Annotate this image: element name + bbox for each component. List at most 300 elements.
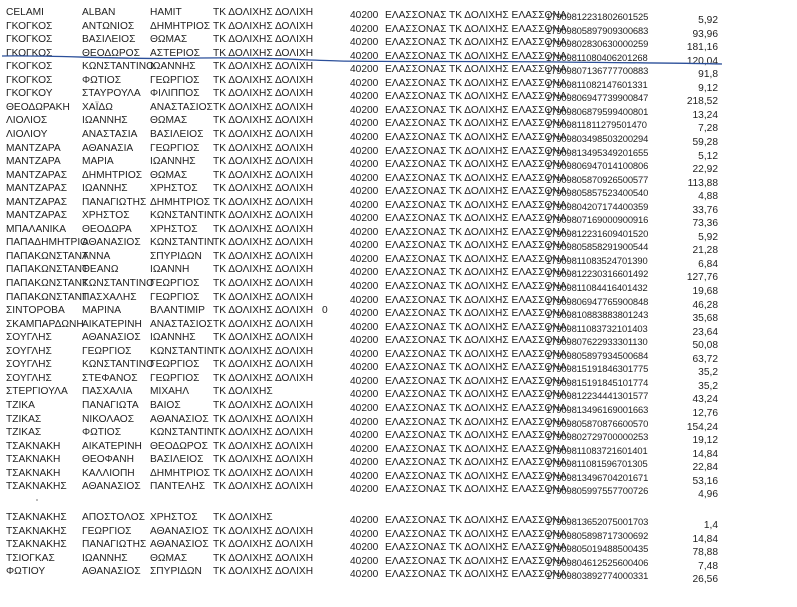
surname-cell: ΤΣΙΟΓΚΑΣ: [6, 552, 55, 564]
area-cell: ΕΛΑΣΣΟΝΑΣ ΤΚ ΔΟΛΙΧΗΣ ΕΛΑΣΣΟΝΑ:: [385, 91, 570, 103]
first-name-cell: ΧΑΪΔΩ: [82, 101, 113, 113]
area-cell: ΕΛΑΣΣΟΝΑΣ ΤΚ ΔΟΛΙΧΗΣ ΕΛΑΣΣΟΝΑ:: [385, 542, 570, 554]
surname-cell: ΦΩΤΙΟΥ: [6, 566, 46, 578]
amount-cell: 33,76: [692, 204, 718, 216]
record-id-cell: 17909805898717300692: [546, 529, 649, 541]
father-name-cell: ΘΩΜΑΣ: [150, 552, 188, 564]
area-cell: ΕΛΑΣΣΟΝΑΣ ΤΚ ΔΟΛΙΧΗΣ ΕΛΑΣΣΟΝΑ:: [385, 528, 570, 540]
postcode-cell: 40200: [350, 213, 379, 225]
father-name-cell: ΓΕΩΡΓΙΟΣ: [150, 278, 200, 289]
postcode-cell: 40200: [350, 186, 379, 198]
surname-cell: ΜΑΝΤΖΑΡΑΣ: [6, 196, 68, 208]
postcode-cell: 40200: [350, 542, 379, 554]
amount-cell: 35,2: [698, 380, 718, 392]
locality-cell: ΤΚ ΔΟΛΙΧΗΣ ΔΟΛΙΧΗ: [213, 88, 314, 100]
record-id-cell: 17909813496704201671: [546, 471, 649, 483]
surname-cell: ΤΖΙΚΑ: [6, 399, 35, 411]
amount-cell: 5,12: [698, 150, 718, 162]
amount-cell: 78,88: [692, 547, 718, 559]
father-name-cell: ΒΑΣΙΛΕΙΟΣ: [150, 454, 204, 466]
amount-cell: 154,24: [686, 421, 718, 433]
amount-cell: 73,36: [692, 218, 718, 230]
surname-cell: ΘΕΟΔΩΡΑΚΗ: [6, 101, 70, 113]
amount-cell: 26,56: [692, 574, 718, 586]
amount-cell: 7,48: [698, 560, 718, 572]
surname-cell: ΠΑΠΑΔΗΜΗΤΡΙΟ: [6, 237, 89, 249]
first-name-cell: ΣΤΑΥΡΟΥΛΑ: [82, 88, 141, 100]
father-name-cell: ΧΡΗΣΤΟΣ: [150, 512, 198, 523]
surname-cell: ΓΚΟΓΚΟΣ: [6, 74, 53, 86]
first-name-cell: ΠΑΝΑΓΙΩΤΑ: [82, 399, 139, 411]
surname-cell: ΓΚΟΓΚΟΥ: [6, 88, 53, 100]
postcode-cell: 40200: [350, 172, 379, 184]
first-name-cell: ΑΝΝΑ: [82, 250, 111, 262]
first-name-cell: ΓΕΩΡΓΙΟΣ: [82, 345, 132, 357]
postcode-cell: 40200: [350, 402, 379, 414]
postcode-cell: 40200: [350, 515, 379, 526]
father-name-cell: HAMIT: [150, 7, 182, 18]
father-name-cell: ΧΡΗΣΤΟΣ: [150, 183, 198, 195]
first-name-cell: ΙΩΑΝΝΗΣ: [82, 115, 128, 127]
first-name-cell: ΠΑΣΧΑΛΙΑ: [82, 386, 133, 398]
locality-cell: ΤΚ ΔΟΛΙΧΗΣ ΔΟΛΙΧΗ: [213, 454, 314, 466]
surname-cell: ΠΑΠΑΚΩΝΣΤΑΝΤ: [6, 278, 89, 289]
postcode-cell: 40200: [350, 470, 379, 482]
surname-cell: ΜΑΝΤΖΑΡΑ: [6, 142, 61, 154]
amount-cell: 23,64: [692, 326, 718, 338]
locality-cell: ΤΚ ΔΟΛΙΧΗΣ ΔΟΛΙΧΗ: [213, 7, 314, 18]
record-id-cell: 17909811084416401432: [546, 282, 648, 293]
locality-cell: ΤΚ ΔΟΛΙΧΗΣ: [213, 512, 273, 523]
postcode-cell: 40200: [350, 10, 379, 21]
father-name-cell: ΙΩΑΝΝΗΣ: [150, 156, 196, 168]
area-cell: ΕΛΑΣΣΟΝΑΣ ΤΚ ΔΟΛΙΧΗΣ ΕΛΑΣΣΟΝΑ:: [385, 23, 570, 35]
record-id-cell: 17909805857523400540: [546, 187, 649, 199]
postcode-cell: 40200: [350, 569, 379, 581]
area-cell: ΕΛΑΣΣΟΝΑΣ ΤΚ ΔΟΛΙΧΗΣ ΕΛΑΣΣΟΝΑ:: [385, 213, 570, 225]
surname-cell: ΓΚΟΓΚΟΣ: [6, 20, 53, 32]
area-cell: ΕΛΑΣΣΟΝΑΣ ΤΚ ΔΟΛΙΧΗΣ ΕΛΑΣΣΟΝΑ:: [385, 416, 570, 428]
amount-cell: 19,68: [692, 286, 718, 297]
first-name-cell: ΑΘΑΝΑΣΙΑ: [82, 142, 134, 154]
postcode-cell: 40200: [350, 199, 379, 211]
record-id-cell: 17909804612525600406: [546, 556, 649, 568]
father-name-cell: ΜΙΧΑΗΛ: [150, 386, 190, 398]
amount-cell: 35,2: [698, 367, 718, 379]
postcode-cell: 40200: [350, 321, 379, 333]
record-id-cell: 17909811811279501470: [546, 119, 647, 131]
father-name-cell: ΒΑΙΟΣ: [150, 399, 181, 411]
postcode-cell: 40200: [350, 37, 379, 49]
locality-cell: ΤΚ ΔΟΛΙΧΗΣ ΔΟΛΙΧΗ: [213, 372, 314, 384]
postcode-cell: 40200: [350, 91, 379, 103]
father-name-cell: ΚΩΝΣΤΑΝΤΙΝ: [150, 237, 215, 249]
record-id-cell: 17909815191846301775: [546, 363, 649, 375]
postcode-cell: 40200: [350, 389, 379, 401]
amount-cell: 4,96: [698, 489, 718, 501]
locality-cell: ΤΚ ΔΟΛΙΧΗΣ ΔΟΛΙΧΗ: [213, 20, 314, 32]
amount-cell: 50,08: [692, 340, 718, 352]
record-id-cell: 17909811080406201268: [546, 51, 648, 63]
record-id-cell: 17909807169000900916: [546, 214, 649, 226]
record-id-cell: 17909812234441301577: [546, 390, 649, 402]
amount-cell: 14,84: [692, 448, 718, 460]
postcode-cell: 40200: [350, 484, 379, 496]
area-cell: ΕΛΑΣΣΟΝΑΣ ΤΚ ΔΟΛΙΧΗΣ ΕΛΑΣΣΟΝΑ:: [385, 569, 570, 581]
record-id-cell: 17909813495349201655: [546, 146, 649, 158]
postcode-cell: 40200: [350, 443, 379, 455]
locality-cell: ΤΚ ΔΟΛΙΧΗΣ ΔΟΛΙΧΗ: [213, 305, 314, 317]
father-name-cell: ΑΘΑΝΑΣΙΟΣ: [150, 539, 209, 551]
amount-cell: 53,16: [692, 475, 718, 487]
locality-cell: ΤΚ ΔΟΛΙΧΗΣ ΔΟΛΙΧΗ: [213, 128, 314, 140]
area-cell: ΕΛΑΣΣΟΝΑΣ ΤΚ ΔΟΛΙΧΗΣ ΕΛΑΣΣΟΝΑ:: [385, 253, 570, 265]
record-id-cell: 17909812231802601525: [546, 11, 649, 22]
area-cell: ΕΛΑΣΣΟΝΑΣ ΤΚ ΔΟΛΙΧΗΣ ΕΛΑΣΣΟΝΑ:: [385, 389, 570, 401]
area-cell: ΕΛΑΣΣΟΝΑΣ ΤΚ ΔΟΛΙΧΗΣ ΕΛΑΣΣΟΝΑ:: [385, 159, 570, 171]
amount-cell: 9,12: [698, 82, 718, 94]
first-name-cell: ΠΑΣΧΑΛΗΣ: [82, 291, 137, 303]
father-name-cell: ΦΙΛΙΠΠΟΣ: [150, 88, 200, 100]
first-name-cell: ΑΘΑΝΑΣΙΟΣ: [82, 481, 141, 493]
first-name-cell: ΑΙΚΑΤΕΡΙΝΗ: [82, 318, 142, 330]
amount-cell: 7,28: [698, 123, 718, 135]
first-name-cell: ΦΩΤΙΟΣ: [82, 74, 122, 86]
area-cell: ΕΛΑΣΣΟΝΑΣ ΤΚ ΔΟΛΙΧΗΣ ΕΛΑΣΣΟΝΑ:: [385, 348, 570, 360]
first-name-cell: ΜΑΡΙΑ: [82, 156, 114, 168]
record-id-cell: 17909804207174400359: [546, 200, 649, 212]
area-cell: ΕΛΑΣΣΟΝΑΣ ΤΚ ΔΟΛΙΧΗΣ ΕΛΑΣΣΟΝΑ:: [385, 335, 570, 347]
postcode-cell: 40200: [350, 348, 379, 360]
postcode-cell: 40200: [350, 555, 379, 567]
first-name-cell: ΘΕΟΦΑΝΗ: [82, 454, 134, 466]
surname-cell: ΣΟΥΓΛΗΣ: [6, 332, 52, 344]
scan-speck: [36, 499, 38, 501]
first-name-cell: ΚΩΝΣΤΑΝΤΙΝΟ: [82, 359, 155, 371]
father-name-cell: ΒΑΣΙΛΕΙΟΣ: [150, 128, 204, 140]
record-id-cell: 17909807622933301130: [546, 336, 648, 348]
amount-cell: 22,92: [692, 164, 718, 176]
record-id-cell: 17909805870876600570: [546, 417, 649, 429]
area-cell: ΕΛΑΣΣΟΝΑΣ ΤΚ ΔΟΛΙΧΗΣ ΕΛΑΣΣΟΝΑ:: [385, 402, 570, 414]
area-cell: ΕΛΑΣΣΟΝΑΣ ΤΚ ΔΟΛΙΧΗΣ ΕΛΑΣΣΟΝΑ:: [385, 77, 570, 89]
record-id-cell: 17909807136777700883: [546, 65, 649, 77]
surname-cell: ΣΚΑΜΠΑΡΔΩΝΗ: [6, 318, 84, 330]
area-cell: ΕΛΑΣΣΟΝΑΣ ΤΚ ΔΟΛΙΧΗΣ ΕΛΑΣΣΟΝΑ:: [385, 457, 570, 469]
surname-cell: ΤΣΑΚΝΑΚΗΣ: [6, 512, 67, 523]
amount-cell: 21,28: [692, 245, 718, 257]
locality-cell: ΤΚ ΔΟΛΙΧΗΣ ΔΟΛΙΧΗ: [213, 196, 314, 208]
area-cell: ΕΛΑΣΣΟΝΑΣ ΤΚ ΔΟΛΙΧΗΣ ΕΛΑΣΣΟΝΑ:: [385, 131, 570, 143]
first-name-cell: ΦΩΤΙΟΣ: [82, 427, 122, 439]
amount-cell: 218,52: [686, 96, 718, 108]
record-id-cell: 17909805897934500684: [546, 349, 649, 361]
first-name-cell: ΧΡΗΣΤΟΣ: [82, 210, 130, 222]
area-cell: ΕΛΑΣΣΟΝΑΣ ΤΚ ΔΟΛΙΧΗΣ ΕΛΑΣΣΟΝΑ:: [385, 118, 570, 130]
record-id-cell: 17909806947014100806: [546, 160, 649, 172]
father-name-cell: ΚΩΝΣΤΑΝΤΙΝ: [150, 210, 215, 222]
postcode-cell: 40200: [350, 528, 379, 540]
area-cell: ΕΛΑΣΣΟΝΑΣ ΤΚ ΔΟΛΙΧΗΣ ΕΛΑΣΣΟΝΑ:: [385, 555, 570, 567]
father-name-cell: ΔΗΜΗΤΡΙΟΣ: [150, 196, 211, 208]
record-id-cell: 17909806879599400801: [546, 105, 649, 117]
postcode-cell: 40200: [350, 104, 379, 116]
surname-cell: ΜΑΝΤΖΑΡΑΣ: [6, 183, 68, 195]
postcode-cell: 40200: [350, 64, 379, 76]
first-name-cell: ΙΩΑΝΝΗΣ: [82, 183, 128, 195]
locality-cell: ΤΚ ΔΟΛΙΧΗΣ ΔΟΛΙΧΗ: [213, 481, 314, 493]
surname-cell: ΤΣΑΚΝΑΚΗ: [6, 467, 61, 479]
locality-cell: ΤΚ ΔΟΛΙΧΗΣ ΔΟΛΙΧΗ: [213, 539, 314, 551]
surname-cell: ΜΠΑΛΑΝΙΚΑ: [6, 223, 67, 235]
record-id-cell: 17909811081596701305: [546, 458, 648, 470]
amount-cell: 59,28: [692, 136, 718, 148]
surname-cell: ΣΟΥΓΛΗΣ: [6, 345, 52, 357]
father-name-cell: ΘΕΟΔΩΡΟΣ: [150, 440, 208, 452]
father-name-cell: ΚΩΝΣΤΑΝΤΙΝ: [150, 427, 215, 439]
postcode-cell: 40200: [350, 375, 379, 387]
locality-cell: ΤΚ ΔΟΛΙΧΗΣ ΔΟΛΙΧΗ: [213, 61, 314, 73]
locality-cell: ΤΚ ΔΟΛΙΧΗΣ ΔΟΛΙΧΗ: [213, 101, 314, 113]
amount-cell: 91,8: [698, 69, 718, 81]
surname-cell: ΣΟΥΓΛΗΣ: [6, 372, 52, 384]
father-name-cell: ΘΩΜΑΣ: [150, 169, 188, 181]
area-cell: ΕΛΑΣΣΟΝΑΣ ΤΚ ΔΟΛΙΧΗΣ ΕΛΑΣΣΟΝΑ:: [385, 267, 570, 279]
amount-cell: 22,84: [692, 462, 718, 474]
postcode-cell: 40200: [350, 118, 379, 130]
postcode-cell: 40200: [350, 281, 379, 292]
father-name-cell: ΑΝΑΣΤΑΣΙΟΣ: [150, 318, 213, 330]
locality-cell: ΤΚ ΔΟΛΙΧΗΣ ΔΟΛΙΧΗ: [213, 552, 314, 564]
amount-cell: 5,92: [698, 231, 718, 243]
area-cell: ΕΛΑΣΣΟΝΑΣ ΤΚ ΔΟΛΙΧΗΣ ΕΛΑΣΣΟΝΑ:: [385, 199, 570, 211]
area-cell: ΕΛΑΣΣΟΝΑΣ ΤΚ ΔΟΛΙΧΗΣ ΕΛΑΣΣΟΝΑ:: [385, 321, 570, 333]
amount-cell: 13,24: [692, 109, 718, 121]
locality-cell: ΤΚ ΔΟΛΙΧΗΣ ΔΟΛΙΧΗ: [213, 399, 314, 411]
record-id-cell: 17909811083524701390: [546, 254, 648, 266]
locality-cell: ΤΚ ΔΟΛΙΧΗΣ ΔΟΛΙΧΗ: [213, 440, 314, 452]
postcode-cell: 40200: [350, 50, 379, 62]
first-name-cell: ΑΠΟΣΤΟΛΟΣ: [82, 512, 145, 523]
amount-cell: 93,96: [692, 28, 718, 40]
area-cell: ΕΛΑΣΣΟΝΑΣ ΤΚ ΔΟΛΙΧΗΣ ΕΛΑΣΣΟΝΑ:: [385, 375, 570, 387]
father-name-cell: ΓΕΩΡΓΙΟΣ: [150, 74, 200, 86]
first-name-cell: ΓΕΩΡΓΙΟΣ: [82, 525, 132, 537]
father-name-cell: ΑΘΑΝΑΣΙΟΣ: [150, 413, 209, 425]
record-id-cell: 17909803892774000331: [546, 570, 649, 582]
postcode-cell: 40200: [350, 253, 379, 265]
surname-cell: ΣΟΥΓΛΗΣ: [6, 359, 52, 371]
first-name-cell: ΘΕΟΔΩΡΟΣ: [82, 47, 140, 59]
first-name-cell: ΘΕΟΔΩΡΑ: [82, 223, 132, 235]
father-name-cell: ΑΘΑΝΑΣΙΟΣ: [150, 525, 209, 537]
postcode-cell: 40200: [350, 362, 379, 374]
surname-cell: ΤΣΑΚΝΑΚΗ: [6, 440, 61, 452]
area-cell: ΕΛΑΣΣΟΝΑΣ ΤΚ ΔΟΛΙΧΗΣ ΕΛΑΣΣΟΝΑ:: [385, 515, 570, 526]
first-name-cell: ΑΝΑΣΤΑΣΙΑ: [82, 128, 138, 140]
record-id-cell: 17909805897909300683: [546, 24, 649, 36]
surname-cell: ΜΑΝΤΖΑΡΑΣ: [6, 169, 68, 181]
surname-cell: ΜΑΝΤΖΑΡΑ: [6, 156, 61, 168]
postcode-cell: 40200: [350, 294, 379, 306]
surname-cell: ΠΑΠΑΚΩΝΣΤΑΝΤ: [6, 250, 89, 262]
surname-cell: CELAMI: [6, 7, 44, 18]
record-id-cell: 17909805997557700726: [546, 485, 649, 497]
father-name-cell: ΠΑΝΤΕΛΗΣ: [150, 481, 205, 493]
locality-cell: ΤΚ ΔΟΛΙΧΗΣ ΔΟΛΙΧΗ: [213, 291, 314, 303]
father-name-cell: ΣΠΥΡΙΔΩΝ: [150, 250, 202, 262]
first-name-cell: ΚΑΛΛΙΟΠΗ: [82, 467, 135, 479]
first-name-cell: ΑΙΚΑΤΕΡΙΝΗ: [82, 440, 142, 452]
locality-cell: ΤΚ ΔΟΛΙΧΗΣ ΔΟΛΙΧΗ: [213, 566, 314, 578]
locality-cell: ΤΚ ΔΟΛΙΧΗΣ ΔΟΛΙΧΗ: [213, 413, 314, 425]
surname-cell: ΛΙΟΛΙΟΣ: [6, 115, 48, 127]
record-id-cell: 17909802830630000259: [546, 38, 649, 50]
locality-cell: ΤΚ ΔΟΛΙΧΗΣ ΔΟΛΙΧΗ: [213, 115, 314, 127]
amount-cell: 46,28: [692, 299, 718, 311]
area-cell: ΕΛΑΣΣΟΝΑΣ ΤΚ ΔΟΛΙΧΗΣ ΕΛΑΣΣΟΝΑ:: [385, 186, 570, 198]
amount-cell: 4,88: [698, 191, 718, 203]
area-cell: ΕΛΑΣΣΟΝΑΣ ΤΚ ΔΟΛΙΧΗΣ ΕΛΑΣΣΟΝΑ:: [385, 226, 570, 238]
surname-cell: ΛΙΟΛΙΟΥ: [6, 128, 48, 140]
first-name-cell: ΠΑΝΑΓΙΩΤΗΣ: [82, 539, 147, 551]
locality-cell: ΤΚ ΔΟΛΙΧΗΣ ΔΟΛΙΧΗ: [213, 169, 314, 181]
first-name-cell: ΚΩΝΣΤΑΝΤΙΝΟ: [82, 61, 155, 73]
amount-cell: 120,04: [686, 55, 718, 67]
locality-cell: ΤΚ ΔΟΛΙΧΗΣ ΔΟΛΙΧΗ: [213, 250, 314, 262]
father-name-cell: ΓΕΩΡΓΙΟΣ: [150, 142, 200, 154]
area-cell: ΕΛΑΣΣΟΝΑΣ ΤΚ ΔΟΛΙΧΗΣ ΕΛΑΣΣΟΝΑ:: [385, 430, 570, 442]
locality-cell: ΤΚ ΔΟΛΙΧΗΣ ΔΟΛΙΧΗ: [213, 359, 314, 371]
area-cell: ΕΛΑΣΣΟΝΑΣ ΤΚ ΔΟΛΙΧΗΣ ΕΛΑΣΣΟΝΑ:: [385, 443, 570, 455]
amount-cell: 14,84: [692, 533, 718, 545]
postcode-cell: 40200: [350, 131, 379, 143]
locality-cell: ΤΚ ΔΟΛΙΧΗΣ ΔΟΛΙΧΗ: [213, 183, 314, 195]
first-name-cell: ΠΑΝΑΓΙΩΤΗΣ: [82, 196, 147, 208]
father-name-cell: ΒΛΑΝΤΙΜΙΡ: [150, 305, 205, 317]
table-row: [0, 480, 797, 501]
amount-cell: 43,24: [692, 394, 718, 406]
first-name-cell: ΑΘΑΝΑΣΙΟΣ: [82, 332, 141, 344]
surname-cell: ΤΣΑΚΝΑΚΗΣ: [6, 539, 67, 551]
surname-cell: ΤΖΙΚΑΣ: [6, 427, 42, 439]
postcode-cell: 40200: [350, 23, 379, 35]
record-id-cell: 17909811083721601401: [546, 444, 648, 456]
father-name-cell: ΓΕΩΡΓΙΟΣ: [150, 372, 200, 384]
father-name-cell: ΚΩΝΣΤΑΝΤΙΝ: [150, 345, 215, 357]
father-name-cell: ΙΩΑΝΝΗΣ: [150, 61, 196, 73]
surname-cell: ΓΚΟΓΚΟΣ: [6, 34, 53, 46]
first-name-cell: ALBAN: [82, 7, 116, 18]
record-id-cell: 17909806947765900848: [546, 295, 649, 307]
postcode-cell: 40200: [350, 226, 379, 238]
father-name-cell: ΘΩΜΑΣ: [150, 115, 188, 127]
surname-cell: ΤΣΑΚΝΑΚΗ: [6, 454, 61, 466]
father-name-cell: ΑΝΑΣΤΑΣΙΟΣ: [150, 101, 213, 113]
locality-cell: ΤΚ ΔΟΛΙΧΗΣ ΔΟΛΙΧΗ: [213, 237, 314, 249]
locality-cell: ΤΚ ΔΟΛΙΧΗΣ ΔΟΛΙΧΗ: [213, 156, 314, 168]
area-cell: ΕΛΑΣΣΟΝΑΣ ΤΚ ΔΟΛΙΧΗΣ ΕΛΑΣΣΟΝΑ:: [385, 240, 570, 252]
father-name-cell: ΣΠΥΡΙΔΩΝ: [150, 566, 202, 578]
locality-cell: ΤΚ ΔΟΛΙΧΗΣ ΔΟΛΙΧΗ: [213, 345, 314, 357]
record-id-cell: 17909802729700000253: [546, 431, 649, 443]
surname-cell: ΤΣΑΚΝΑΚΗΣ: [6, 525, 67, 537]
first-name-cell: ΑΝΤΩΝΙΟΣ: [82, 20, 135, 32]
extra-cell: 0: [322, 305, 328, 317]
first-name-cell: ΔΗΜΗΤΡΙΟΣ: [82, 169, 143, 181]
father-name-cell: ΙΩΑΝΝΗ: [150, 264, 190, 276]
area-cell: ΕΛΑΣΣΟΝΑΣ ΤΚ ΔΟΛΙΧΗΣ ΕΛΑΣΣΟΝΑ:: [385, 281, 570, 292]
record-id-cell: 17909803498503200294: [546, 132, 649, 144]
first-name-cell: ΑΘΑΝΑΣΙΟΣ: [82, 566, 141, 578]
record-id-cell: 17909813496169001663: [546, 403, 649, 415]
surname-cell: ΣΤΕΡΓΙΟΥΛΑ: [6, 386, 68, 398]
amount-cell: 12,76: [692, 407, 718, 419]
father-name-cell: ΧΡΗΣΤΟΣ: [150, 223, 198, 235]
father-name-cell: ΔΗΜΗΤΡΙΟΣ: [150, 20, 211, 32]
locality-cell: ΤΚ ΔΟΛΙΧΗΣ ΔΟΛΙΧΗ: [213, 427, 314, 439]
area-cell: ΕΛΑΣΣΟΝΑΣ ΤΚ ΔΟΛΙΧΗΣ ΕΛΑΣΣΟΝΑ:: [385, 172, 570, 184]
first-name-cell: ΚΩΝΣΤΑΝΤΙΝΟ: [82, 278, 155, 289]
postcode-cell: 40200: [350, 159, 379, 171]
locality-cell: ΤΚ ΔΟΛΙΧΗΣ ΔΟΛΙΧΗ: [213, 142, 314, 154]
area-cell: ΕΛΑΣΣΟΝΑΣ ΤΚ ΔΟΛΙΧΗΣ ΕΛΑΣΣΟΝΑ:: [385, 64, 570, 76]
amount-cell: 181,16: [686, 42, 718, 54]
area-cell: ΕΛΑΣΣΟΝΑΣ ΤΚ ΔΟΛΙΧΗΣ ΕΛΑΣΣΟΝΑ:: [385, 10, 570, 21]
postcode-cell: 40200: [350, 267, 379, 279]
amount-cell: 5,92: [698, 15, 718, 26]
first-name-cell: ΘΕΑΝΩ: [82, 264, 119, 276]
first-name-cell: ΝΙΚΟΛΑΟΣ: [82, 413, 135, 425]
first-name-cell: ΙΩΑΝΝΗΣ: [82, 552, 128, 564]
table-row: [0, 565, 797, 586]
area-cell: ΕΛΑΣΣΟΝΑΣ ΤΚ ΔΟΛΙΧΗΣ ΕΛΑΣΣΟΝΑ:: [385, 145, 570, 157]
locality-cell: ΤΚ ΔΟΛΙΧΗΣ: [213, 386, 273, 398]
area-cell: ΕΛΑΣΣΟΝΑΣ ΤΚ ΔΟΛΙΧΗΣ ΕΛΑΣΣΟΝΑ:: [385, 484, 570, 496]
amount-cell: 1,4: [703, 520, 718, 531]
locality-cell: ΤΚ ΔΟΛΙΧΗΣ ΔΟΛΙΧΗ: [213, 264, 314, 276]
locality-cell: ΤΚ ΔΟΛΙΧΗΣ ΔΟΛΙΧΗ: [213, 278, 314, 289]
area-cell: ΕΛΑΣΣΟΝΑΣ ΤΚ ΔΟΛΙΧΗΣ ΕΛΑΣΣΟΝΑ:: [385, 308, 570, 320]
surname-cell: ΓΚΟΓΚΟΣ: [6, 61, 53, 73]
surname-cell: ΠΑΠΑΚΩΝΣΤΑΝΤ: [6, 291, 89, 303]
father-name-cell: ΑΣΤΕΡΙΟΣ: [150, 47, 200, 59]
locality-cell: ΤΚ ΔΟΛΙΧΗΣ ΔΟΛΙΧΗ: [213, 74, 314, 86]
amount-cell: 35,68: [692, 313, 718, 325]
surname-cell: ΓΚΟΓΚΟΣ: [6, 47, 53, 59]
record-id-cell: 17909810883883801243: [546, 309, 649, 321]
postcode-cell: 40200: [350, 308, 379, 320]
record-id-cell: 17909805870926500577: [546, 173, 649, 185]
amount-cell: 113,88: [687, 177, 718, 189]
postcode-cell: 40200: [350, 145, 379, 157]
father-name-cell: ΓΕΩΡΓΙΟΣ: [150, 291, 200, 303]
postcode-cell: 40200: [350, 240, 379, 252]
record-id-cell: 17909811083732101403: [546, 322, 648, 334]
area-cell: ΕΛΑΣΣΟΝΑΣ ΤΚ ΔΟΛΙΧΗΣ ΕΛΑΣΣΟΝΑ:: [385, 362, 570, 374]
postcode-cell: 40200: [350, 457, 379, 469]
amount-cell: 6,84: [698, 258, 718, 270]
surname-cell: ΤΖΙΚΑΣ: [6, 413, 42, 425]
record-id-cell: 17909813652075001703: [546, 516, 649, 527]
surname-cell: ΠΑΠΑΚΩΝΣΤΑΝΤ: [6, 264, 89, 276]
father-name-cell: ΙΩΑΝΝΗΣ: [150, 332, 196, 344]
postcode-cell: 40200: [350, 77, 379, 89]
record-id-cell: 17909805858291900544: [546, 241, 649, 253]
amount-cell: 63,72: [692, 353, 718, 365]
record-id-cell: 17909812231609401520: [546, 227, 649, 239]
record-id-cell: 17909812230316601492: [546, 268, 649, 280]
